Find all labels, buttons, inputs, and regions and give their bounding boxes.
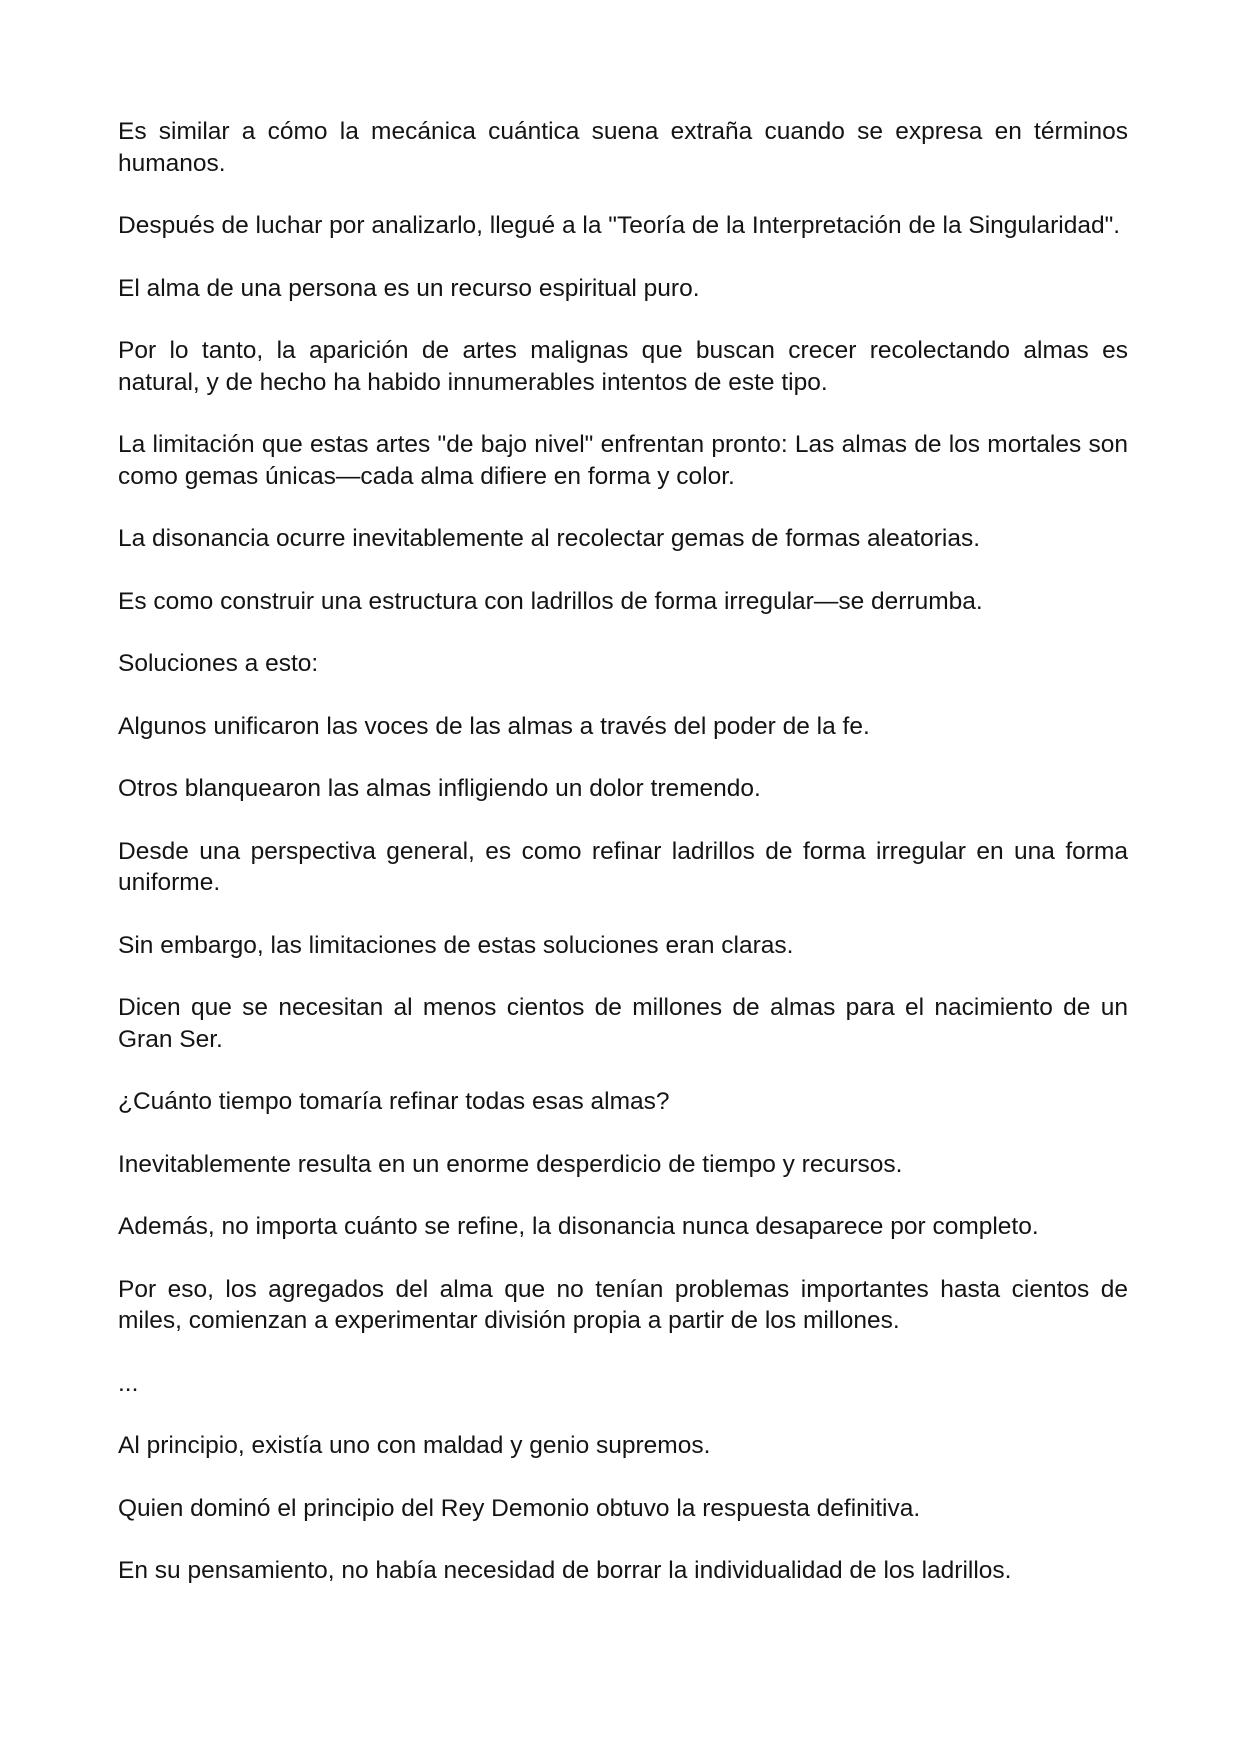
paragraph-12: Sin embargo, las limitaciones de estas soluciones eran claras. <box>118 931 794 959</box>
paragraph-16: Además, no importa cuánto se refine, la disonancia nunca desaparece por completo. <box>118 1213 1039 1240</box>
document-body <box>118 116 1128 1618</box>
paragraph-21: En su pensamiento, no había necesidad de borrar la individualidad de los ladrillos. <box>118 1557 1012 1584</box>
paragraph-10: Otros blanquearon las almas infligiendo un dolor tremendo. <box>118 775 761 802</box>
paragraph-17: Por eso, los agregados del alma que no tenían problemas importantes hasta cientos de miles, comienzan a experimentar división propia a partir de los millones. <box>118 1275 1128 1334</box>
paragraph-14: ¿Cuánto tiempo tomaría refinar todas esas almas? <box>118 1088 670 1115</box>
paragraph-7: Es como construir una estructura con ladrillos de forma irregular—se derrumba. <box>118 587 983 615</box>
paragraph-5: La limitación que estas artes "de bajo nivel" enfrentan pronto: Las almas de los mortales son como gemas únicas—cada alma difiere en forma y color. <box>118 431 1128 490</box>
paragraph-8: Soluciones a esto: <box>118 650 319 677</box>
paragraph-20: Quien dominó el principio del Rey Demonio obtuvo la respuesta definitiva. <box>118 1494 921 1522</box>
paragraph-13: Dicen que se necesitan al menos cientos de millones de almas para el nacimiento de un Gran Ser. <box>118 994 1128 1053</box>
paragraph-11: Desde una perspectiva general, es como refinar ladrillos de forma irregular en una forma uniforme. <box>118 837 1128 896</box>
paragraph-9: Algunos unificaron las voces de las almas a través del poder de la fe. <box>118 712 870 740</box>
paragraph-3: El alma de una persona es un recurso espiritual puro. <box>118 274 700 302</box>
paragraph-2: Después de luchar por analizarlo, llegué a la "Teoría de la Interpretación de la Singularidad". <box>118 212 1121 239</box>
paragraph-1: Es similar a cómo la mecánica cuántica suena extraña cuando se expresa en términos humanos. <box>118 118 1128 177</box>
paragraph-ellipsis: ... <box>118 1369 139 1397</box>
paragraph-19: Al principio, existía uno con maldad y genio supremos. <box>118 1432 711 1459</box>
paragraph-15: Inevitablemente resulta en un enorme desperdicio de tiempo y recursos. <box>118 1150 903 1178</box>
paragraph-6: La disonancia ocurre inevitablemente al recolectar gemas de formas aleatorias. <box>118 525 981 552</box>
paragraph-4: Por lo tanto, la aparición de artes malignas que buscan crecer recolectando almas es natural, y de hecho ha habido innumerables intentos de este tipo. <box>118 337 1128 396</box>
